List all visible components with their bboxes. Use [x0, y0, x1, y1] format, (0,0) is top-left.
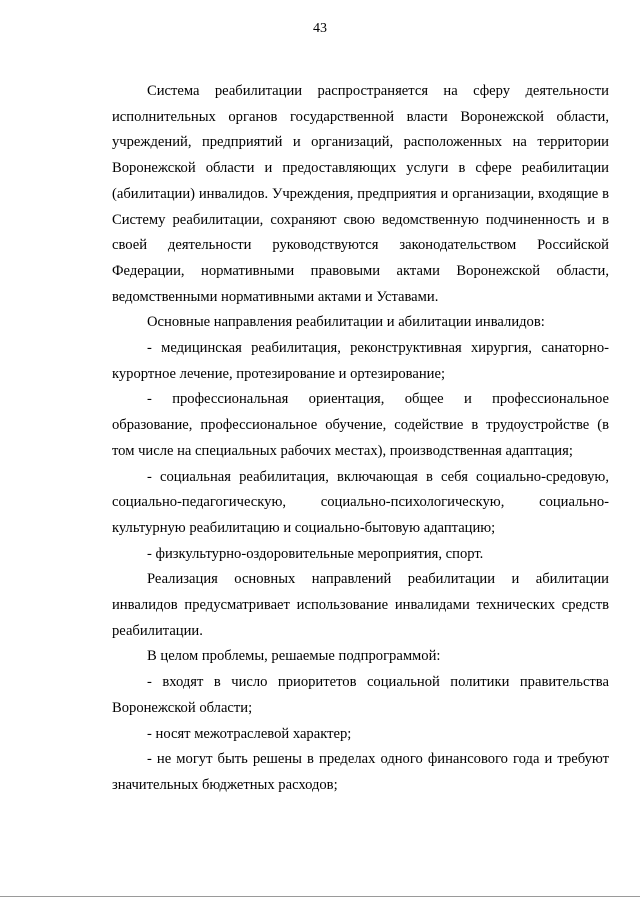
paragraph-main-directions-heading: Основные направления реабилитации и абилитации инвалидов: [147, 314, 545, 331]
list-item-sport-activities: - физкультурно-оздоровительные мероприятия, спорт. [147, 545, 484, 562]
list-item-intersectoral: - носят межотраслевой характер; [147, 725, 352, 742]
paragraph-technical-means: Реализация основных направлений реабилитации и абилитации инвалидов предусматривает использование инвалидами технических средств реабилитации. [112, 571, 609, 639]
list-item-priorities: - входят в число приоритетов социальной политики правительства Воронежской области; [112, 674, 609, 716]
page-number: 43 [313, 21, 327, 36]
list-item-professional-orientation: - профессиональная ориентация, общее и профессиональное образование, профессиональное обучение, содействие в трудоустройстве (в том числе на специальных рабочих местах), производственная адаптация; [112, 391, 609, 459]
page-bottom-divider [0, 896, 640, 897]
document-body [112, 79, 609, 799]
list-item-medical-rehabilitation: - медицинская реабилитация, реконструктивная хирургия, санаторно-курортное лечение, протезирование и ортезирование; [112, 340, 609, 382]
paragraph-rehabilitation-system: Система реабилитации распространяется на сферу деятельности исполнительных органов государственной власти Воронежской области, учреждений, предприятий и организаций, расположенных на территории Воронежской области и предоставляющих услуги в сфере реабилитации (абилитации) инвалидов. Учреждения, предприятия и организации, входящие в Систему реабилитации, сохраняют свою ведомственную подчиненность и в своей деятельности руководствуются законодательством Российской Федерации, нормативными правовыми актами Воронежской области, ведомственными нормативными актами и Уставами. [112, 83, 609, 305]
list-item-social-rehabilitation: - социальная реабилитация, включающая в себя социально-средовую, социально-педагогическую, социально-психологическую, социально-культурную реабилитацию и социально-бытовую адаптацию; [112, 468, 609, 536]
paragraph-problems-heading: В целом проблемы, решаемые подпрограммой: [147, 648, 441, 665]
list-item-budget-expenses: - не могут быть решены в пределах одного финансового года и требуют значительных бюджетных расходов; [112, 751, 609, 793]
